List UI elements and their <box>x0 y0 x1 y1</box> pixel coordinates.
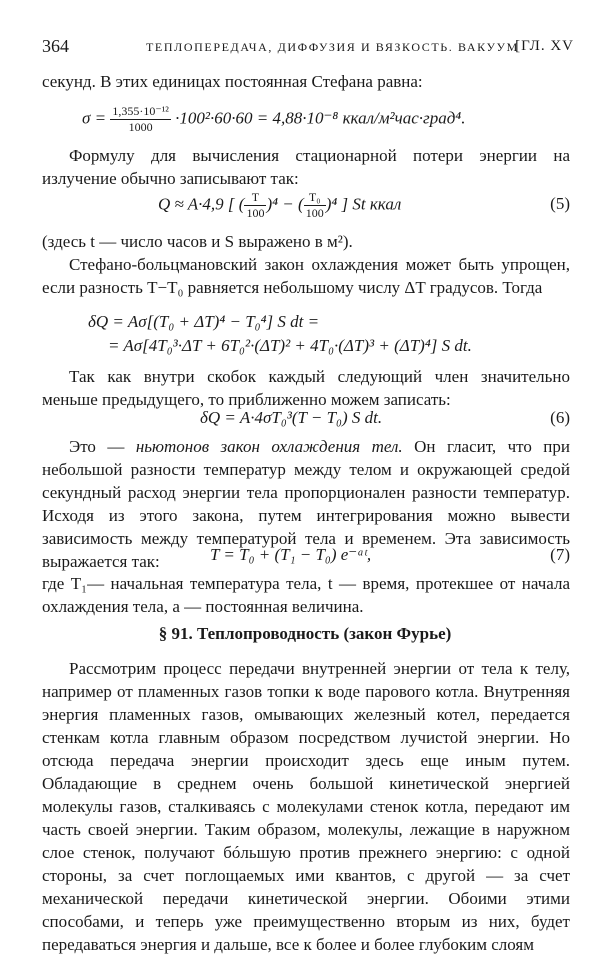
eq5-frac-2-num: T₀ <box>304 190 326 206</box>
section-heading: § 91. Теплопроводность (закон Фурье) <box>158 624 452 643</box>
equation-expansion-line-1: δQ = Aσ[(T₀ + ΔT)⁴ − T₀⁴] S dt = <box>88 312 320 331</box>
newton-law-lead: Это — <box>69 437 136 456</box>
paragraph-intro: секунд. В этих единицах постоянная Стефана равна: <box>42 72 423 91</box>
equation-6: δQ = A·4σT₀³(T − T₀) S dt. <box>200 408 383 427</box>
equation-stefan-constant <box>82 104 465 135</box>
eq1-numerator: 1,355·10⁻¹² <box>112 104 169 118</box>
paragraph-formula-intro: Формулу для вычисления стационарной потери энергии на излучение обычно записывают так: <box>42 146 570 188</box>
eq5-frac-1 <box>244 190 266 221</box>
paragraph-approximation: Так как внутри скобок каждый следующий член значительно меньше предыдущего, то приближенно можем записать: <box>42 367 570 409</box>
equation-6-number: (6) <box>550 408 570 427</box>
paragraph-note: (здесь t — число часов и S выражено в м²). <box>42 232 353 251</box>
equation-7-number: (7) <box>550 545 570 564</box>
chapter-label: [ГЛ. XV <box>515 38 574 54</box>
eq5-frac-2-den: 100 <box>305 206 324 220</box>
equation-expansion-line-2: = Aσ[4T₀³·ΔT + 6T₀²·(ΔT)² + 4T₀·(ΔT)³ + (ΔT)⁴] S dt. <box>108 336 472 355</box>
newton-law-body: Он гласит, что при небольшой разности температур между телом и окружающей средой секундный расход энергии тела пропорционален разности температур. Исходя из этого закона, путем интегрирования можно вывести зависимость между температурой тела и временем. Эта зависимость выражается так: <box>42 437 570 571</box>
equation-7: T = T₀ + (T₁ − T₀) e⁻ᵃᵗ, <box>210 545 372 564</box>
eq5-part-b: )⁴ − ( <box>266 194 304 214</box>
running-title: ТЕПЛОПЕРЕДАЧА, ДИФФУЗИЯ И ВЯЗКОСТЬ. ВАКУУМ <box>146 40 519 54</box>
eq5-frac-1-num: T <box>244 190 266 206</box>
eq1-rhs: ·100²·60·60 = 4,88·10⁻⁸ ккал/м²час·град⁴. <box>175 108 466 128</box>
eq5-frac-2 <box>304 190 326 221</box>
paragraph-variables: где T₁— начальная температура тела, t — время, протекшее от начала охлаждения тела, a — постоянная величина. <box>42 574 570 616</box>
eq1-lhs: σ = <box>82 108 107 128</box>
paragraph-simplification: Стефано-больцмановский закон охлаждения может быть упрощен, если разность T−T₀ равняется небольшому числу ΔT градусов. Тогда <box>42 255 570 297</box>
equation-5 <box>158 190 401 221</box>
equation-5-number: (5) <box>550 194 570 213</box>
page-header <box>42 36 574 58</box>
eq1-denominator: 1000 <box>128 120 153 134</box>
eq1-fraction <box>110 104 171 135</box>
page-number: 364 <box>42 36 69 56</box>
eq5-part-c: )⁴ ] St ккал <box>325 194 402 214</box>
newton-law-term: ньютонов закон охлаждения тел. <box>135 437 403 456</box>
eq5-part-a: Q ≈ A·4,9 [ ( <box>158 194 245 214</box>
paragraph-heat-transfer: Рассмотрим процесс передачи внутренней энергии от тела к телу, например от пламенных газов топки к воде парового котла. Внутренняя энергия пламенных газов, омывающих железный котел, передается стенкам котла главным образом посредством лучистой энергии. Но отсюда передача энергии происходит здесь еще иным путем. Обладающие в среднем очень большой кинетической энергией молекулы газов, сталкиваясь с молекулами стенок котла, передают им часть своей энергии. Таким образом, молекулы, лежащие в наружном слое стенок, получают бóльшую против прежнего энергию: с одной стороны, за счет поглощаемых ими квантов, с другой — за счет механической передачи кинетической энергии. Обоими этими способами, и теперь уже преимущественно вторым из них, будет передаваться энергия и дальше, все к более и более глубоким слоям <box>42 659 570 954</box>
eq5-frac-1-den: 100 <box>246 206 265 220</box>
